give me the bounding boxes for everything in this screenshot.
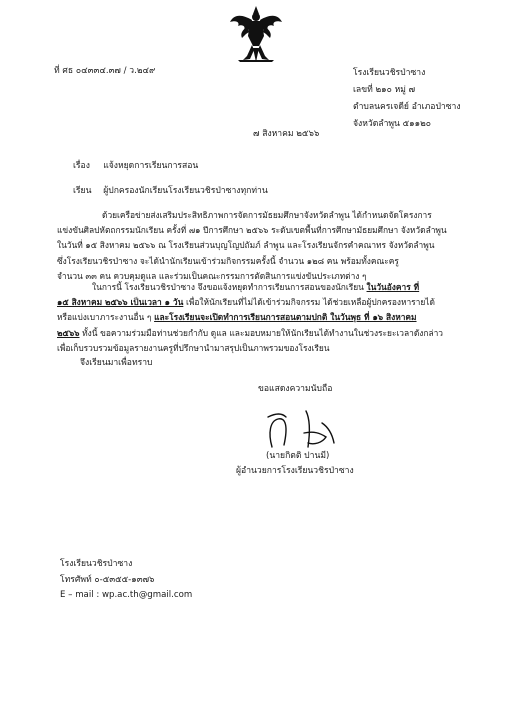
- address-line: เลขที่ ๒๑๐ หมู่ ๗: [353, 85, 416, 95]
- closing-salutation: ขอแสดงความนับถือ: [258, 384, 333, 394]
- paragraph-line: แข่งขันศิลปหัตถกรรมนักเรียน ครั้งที่ ๗๑ ปีการศึกษา ๒๕๖๖ ระดับเขตพื้นที่การศึกษามัธยมศึกษา จังหวัดลำพูน: [57, 225, 447, 236]
- subject-line: [73, 160, 198, 173]
- signer-position: ผู้อำนวยการโรงเรียนวชิรป่าซาง: [236, 466, 354, 476]
- footer-school-name: โรงเรียนวชิรป่าซาง: [60, 559, 133, 569]
- recipient-line: [73, 185, 268, 198]
- signer-name: (นายกิตติ ปานมี): [266, 451, 330, 461]
- reopen-date-highlight: ๒๕๖๖: [57, 327, 80, 338]
- paragraph-text: ในการนี้ โรงเรียนวชิรป่าซาง จึงขอแจ้งหยุดทำการเรียนการสอนของนักเรียน: [92, 282, 367, 292]
- contact-footer: [60, 557, 192, 604]
- paragraph-line: [57, 295, 460, 310]
- body-paragraph-2: [57, 280, 460, 356]
- address-line: ตำบลนครเจดีย์ อำเภอป่าซาง: [353, 102, 461, 112]
- handwritten-signature: [262, 403, 342, 453]
- garuda-emblem-icon: [228, 4, 284, 64]
- paragraph-text: เพื่อให้นักเรียนที่ไม่ได้เข้าร่วมกิจกรรม ได้ช่วยเหลือผู้ปกครองหารายได้: [183, 297, 435, 308]
- body-paragraph-1: [57, 208, 460, 284]
- paragraph-line: [80, 280, 460, 295]
- recipient-text: ผู้ปกครองนักเรียนโรงเรียนวชิรป่าซางทุกท่าน: [103, 186, 268, 196]
- body-paragraph-3: จึงเรียนมาเพื่อทราบ: [80, 358, 153, 368]
- paragraph-line: จำนวน ๓๓ คน ควบคุมดูแล และร่วมเป็นคณะกรรมการตัดสินการแข่งขันประเภทต่าง ๆ: [57, 270, 367, 281]
- footer-phone: โทรศัพท์ ๐-๕๓๕๕-๑๓๗๖: [60, 574, 155, 585]
- reopen-date-highlight: และโรงเรียนจะเปิดทำการเรียนการสอนตามปกติ ในวันพุธ ที่ ๑๖ สิงหาคม: [154, 312, 417, 323]
- address-line: จังหวัดลำพูน ๕๑๑๒๐: [353, 119, 431, 129]
- paragraph-line: เพื่อเก็บรวบรวมข้อมูลรายงานครูที่ปรึกษานำมาสรุปเป็นภาพรวมของโรงเรียน: [57, 342, 330, 353]
- paragraph-line: ซึ่งโรงเรียนวชิรป่าซาง จะได้นำนักเรียนเข้าร่วมกิจกรรมครั้งนี้ จำนวน ๑๒๘ คน พร้อมทั้งคณะครู: [57, 255, 399, 266]
- paragraph-line: ในวันที่ ๑๕ สิงหาคม ๒๕๖๖ ณ โรงเรียนส่วนบุญโญปถัมภ์ ลำพูน และโรงเรียนจักรคำคณาทร จังหวัดลำพูน: [57, 240, 435, 251]
- paragraph-text: ทั้งนี้ ขอความร่วมมือท่านช่วยกำกับ ดูแล และมอบหมายให้นักเรียนได้ทำงานในช่วงระยะเวลาดังกล่าว: [79, 327, 443, 338]
- paragraph-line: ด้วยเครือข่ายส่งเสริมประสิทธิภาพการจัดการมัธยมศึกษาจังหวัดลำพูน ได้กำหนดจัดโครงการ: [102, 210, 432, 220]
- paragraph-text: หรือแบ่งเบาภาระงานอื่น ๆ: [57, 312, 155, 323]
- recipient-label: เรียน: [73, 186, 92, 196]
- closure-date-highlight: ในวันอังคาร ที่: [366, 282, 420, 292]
- subject-text: แจ้งหยุดการเรียนการสอน: [103, 161, 199, 171]
- paragraph-line: [57, 310, 460, 325]
- reference-number: ที่ ศธ ๐๔๓๓๔.๓๗ / ว.๒๔๙: [54, 66, 156, 76]
- subject-label: เรื่อง: [73, 161, 90, 171]
- school-address: [353, 65, 461, 133]
- letter-date: ๗ สิงหาคม ๒๕๖๖: [253, 129, 320, 139]
- address-line: โรงเรียนวชิรป่าซาง: [353, 68, 426, 78]
- footer-email: E – mail : wp.ac.th@gmail.com: [60, 590, 193, 600]
- closure-date-highlight: ๑๕ สิงหาคม ๒๕๖๖ เป็นเวลา ๑ วัน: [57, 297, 184, 308]
- paragraph-line: [57, 326, 460, 341]
